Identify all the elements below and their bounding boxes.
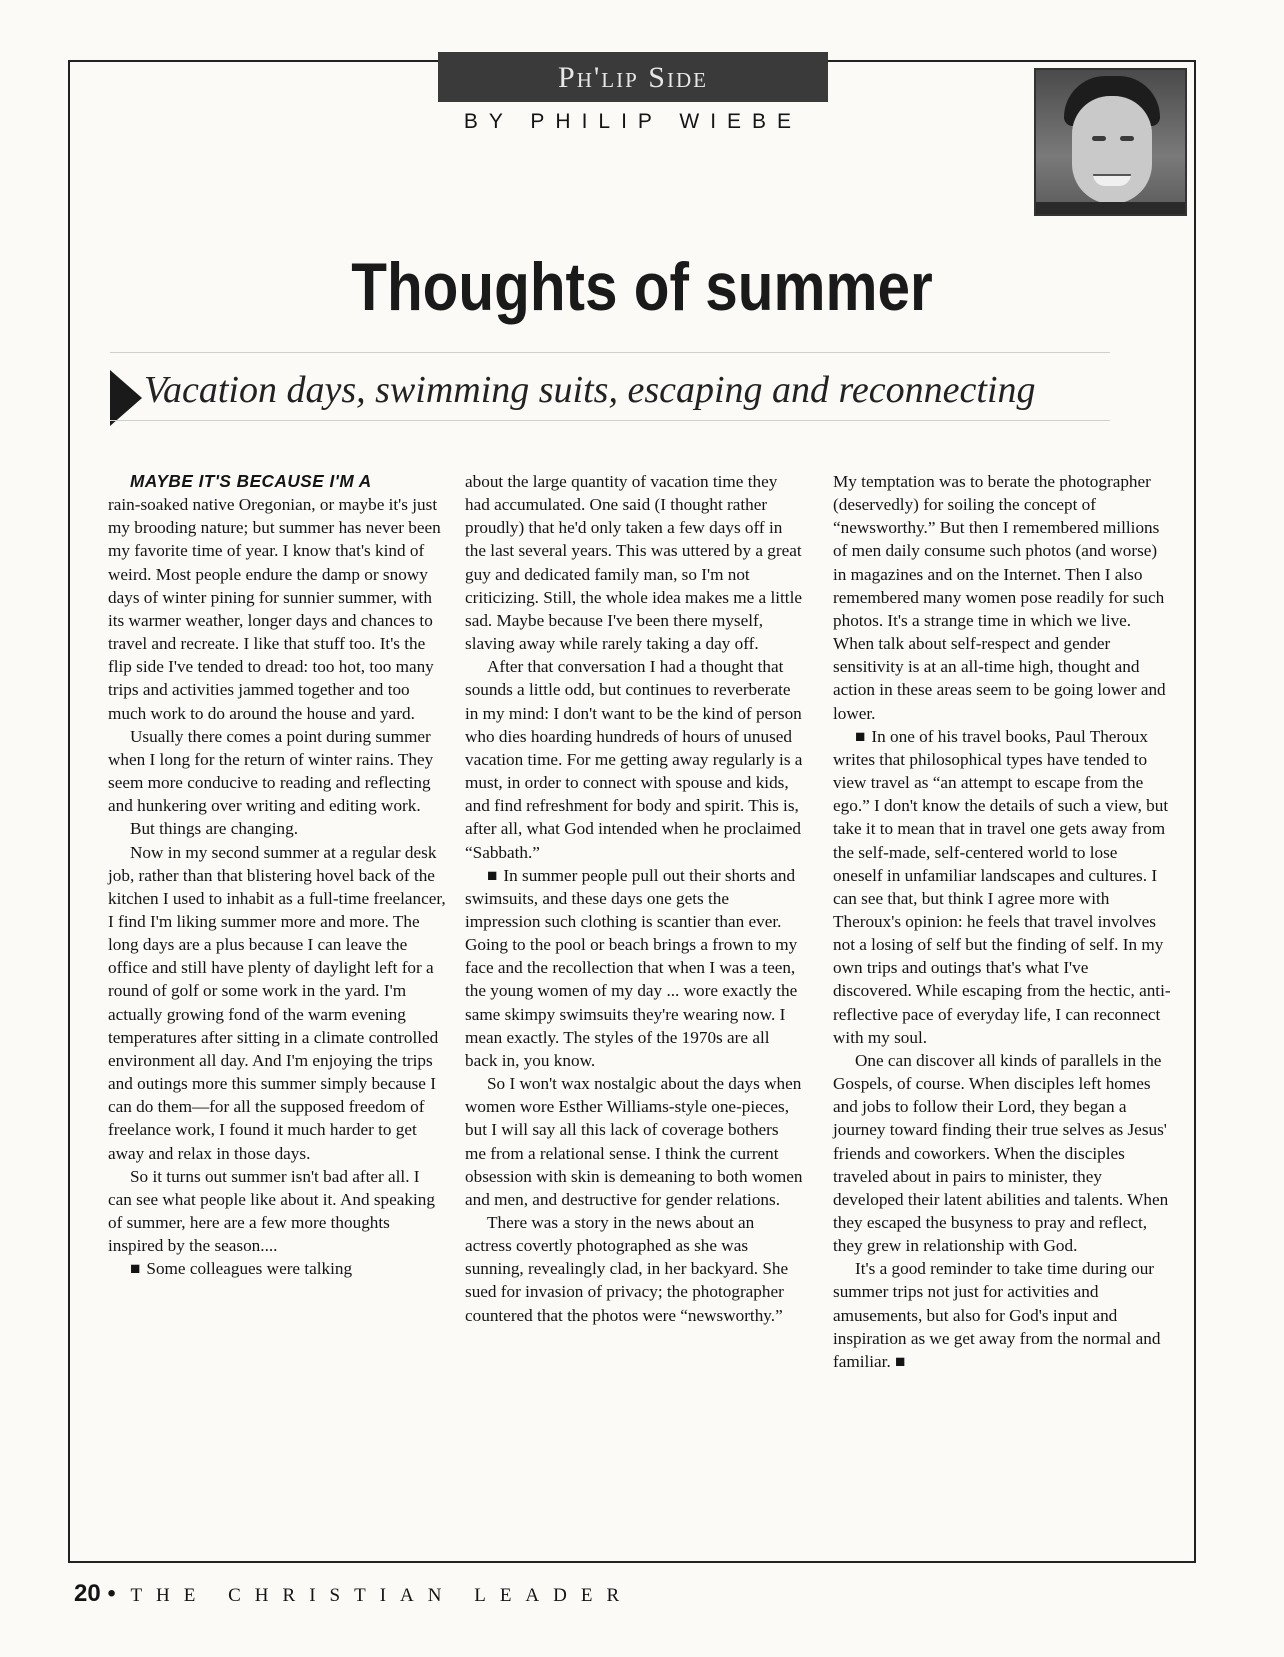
paragraph: Now in my second summer at a regular desk job, rather than that blistering hovel back of the kitchen I used to inhabit as a full-time freelancer, I find I'm liking summer more and more. The long days are a plus because I can leave the office and still have plenty of daylight left for a round of golf or some work in the yard. I'm actually growing fond of the warm evening temperatures after sitting in a climate controlled environment all day. And I'm enjoying the trips and outings more this summer simply because I can do them—for all the supposed freedom of freelance work, I found it much harder to get away and relax in those days. — [108, 842, 446, 1163]
page-number: 20 — [74, 1580, 101, 1607]
paragraph — [108, 470, 446, 493]
footer-separator: • — [107, 1580, 116, 1607]
page-footer — [74, 1580, 633, 1608]
paragraph: It's a good reminder to take time during our summer trips not just for activities and amusements, but also for God's input and inspiration as we get away from the normal and familiar. ■ — [833, 1257, 1171, 1373]
column-tag: Ph'lip Side — [438, 52, 828, 102]
paragraph: ■ In one of his travel books, Paul Theroux writes that philosophical types have tended to view travel as “an attempt to escape from the ego.” I don't know the details of such a view, but take it to mean that in travel one gets away from the self-made, self-centered world to lose oneself in unfamiliar landscapes and cultures. I can see that, but think I agree more with Theroux's opinion: he feels that travel involves not a losing of self but the finding of self. In my own trips and outings that's what I've discovered. While escaping from the hectic, anti-reflective pace of everyday life, I can reconnect with my soul. — [833, 725, 1171, 1049]
arrow-icon — [110, 370, 142, 426]
publication-name: THE CHRISTIAN LEADER — [130, 1585, 634, 1606]
byline: BY PHILIP WIEBE — [463, 110, 803, 133]
paragraph: But things are changing. — [130, 819, 299, 839]
author-photo — [1034, 68, 1187, 216]
column-3 — [833, 470, 1171, 1373]
paragraph: After that conversation I had a thought that sounds a little odd, but continues to reverberate in my mind: I don't want to be the kind of person who dies hoarding hundreds of hours of unused vacation time. For me getting away regularly is a must, in order to connect with spouse and kids, and find refreshment for body and spirit. This is, after all, what God intended when he proclaimed “Sabbath.” — [465, 657, 803, 862]
divider-bottom — [110, 420, 1110, 421]
paragraph: There was a story in the news about an actress covertly photographed as she was sunning, revealingly clad, in her backyard. She sued for invasion of privacy; the photographer countered that the photos were “newsworthy.” — [465, 1213, 789, 1325]
paragraph: My temptation was to berate the photographer (deservedly) for soiling the concept of “newsworthy.” But then I remembered millions of men daily consume such photos (and worse) in magazines and on the Internet. Then I also remembered many women pose readily for such photos. It's a strange time in which we live. When talk about self-respect and gender sensitivity is at an all-time high, thought and action in these areas seem to be going lower and lower. — [833, 472, 1166, 723]
article-title: Thoughts of summer — [351, 249, 933, 325]
paragraph: One can discover all kinds of parallels in the Gospels, of course. When disciples left homes and jobs to follow their Lord, they began a journey toward finding their true selves as Jesus' friends and coworkers. When the disciples traveled about in pairs to minister, they developed their latent abilities and talents. When they escaped the busyness to pray and reflect, they grew in relationship with God. — [833, 1050, 1169, 1256]
paragraph: So I won't wax nostalgic about the days when women wore Esther Williams-style one-pieces, but I will say all this lack of coverage bothers me from a relational sense. I think the current obsession with skin is demeaning to both women and men, and destructive for gender relations. — [465, 1074, 803, 1209]
column-2 — [465, 470, 803, 1327]
paragraph: rain-soaked native Oregonian, or maybe it's just my brooding nature; but summer has never been my favorite time of year. I know that's kind of weird. Most people endure the damp or snowy days of winter pining for sunnier summer, with its warmer weather, longer days and chances to travel and recreate. I like that stuff too. It's the flip side I've tended to dread: too hot, too many trips and activities jammed together and too much work to do around the house and yard. — [108, 495, 441, 723]
lead-in: MAYBE IT'S BECAUSE I'M A — [130, 471, 372, 491]
paragraph: ■ In summer people pull out their shorts and swimsuits, and these days one gets the impression such clothing is scantier than ever. Going to the pool or beach brings a frown to my face and the recollection that when I was a teen, the young women of my day ... wore exactly the same skimpy swimsuits they're wearing now. I mean exactly. The styles of the 1970s are all back in, you know. — [465, 864, 803, 1072]
paragraph: Usually there comes a point during summer when I long for the return of winter rains. They seem more conducive to reading and reflecting and hunkering over writing and editing work. — [108, 726, 434, 816]
paragraph: So it turns out summer isn't bad after all. I can see what people like about it. And speaking of summer, here are a few more thoughts inspired by the season.... — [108, 1166, 435, 1256]
paragraph: ■ Some colleagues were talking — [108, 1257, 446, 1280]
article-subtitle: Vacation days, swimming suits, escaping and reconnecting — [144, 369, 1036, 411]
divider-top — [110, 352, 1110, 353]
column-1 — [108, 470, 446, 1280]
paragraph: about the large quantity of vacation time they had accumulated. One said (I thought rather proudly) that he'd only taken a few days off in the last several years. This was uttered by a great guy and dedicated family man, so I'm not criticizing. Still, the whole idea makes me a little sad. Maybe because I've been there myself, slaving away while rarely taking a day off. — [465, 472, 802, 654]
